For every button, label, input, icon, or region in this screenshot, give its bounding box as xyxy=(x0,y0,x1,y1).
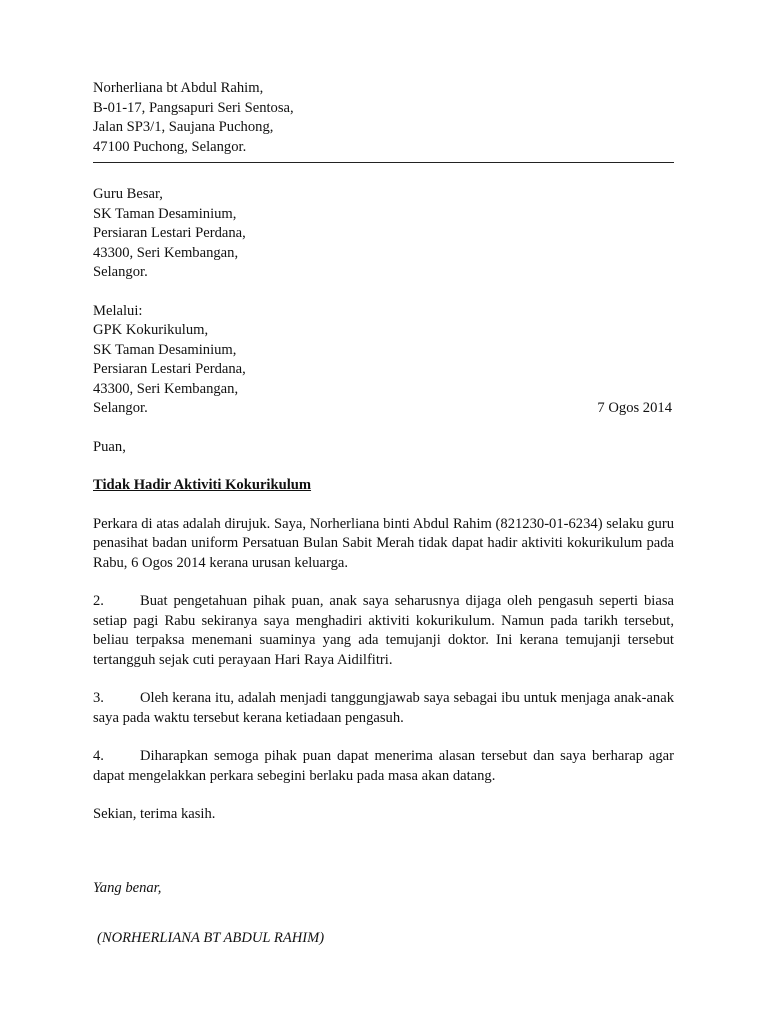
via-line: Selangor. xyxy=(93,400,148,416)
sender-line: 47100 Puchong, Selangor. xyxy=(93,138,247,155)
recipient-line: SK Taman Desaminium, xyxy=(93,205,237,222)
paragraph-text: Buat pengetahuan pihak puan, anak saya seharusnya dijaga oleh pengasuh seperti biasa setiap pagi Rabu sekiranya saya menghadiri aktiviti kokurikulum. Namun pada tarikh tersebut, beliau terpaksa menemani suaminya yang ada temujanji doktor. Ini kerana temujanji tersebut tertangguh sejak cuti perayaan Hari Raya Aidilfitri. xyxy=(93,593,674,668)
recipient-line: 43300, Seri Kembangan, xyxy=(93,244,239,261)
sender-line: Norherliana bt Abdul Rahim, xyxy=(93,80,264,96)
via-label: Melalui: xyxy=(93,302,143,319)
via-line: 43300, Seri Kembangan, xyxy=(93,380,239,397)
paragraph-number: 3. xyxy=(93,690,104,706)
paragraph-2 xyxy=(93,592,674,670)
via-address xyxy=(93,302,674,419)
letter-subject: Tidak Hadir Aktiviti Kokurikulum xyxy=(93,477,312,493)
sender-line: B-01-17, Pangsapuri Seri Sentosa, xyxy=(93,99,294,116)
signature-name: (NORHERLIANA BT ABDUL RAHIM) xyxy=(97,930,325,946)
salutation: Puan, xyxy=(93,438,126,455)
sender-line: Jalan SP3/1, Saujana Puchong, xyxy=(93,119,274,135)
paragraph-text: Diharapkan semoga pihak puan dapat menerima alasan tersebut dan saya berharap agar dapat mengelakkan perkara sebegini berlaku pada masa akan datang. xyxy=(93,748,674,784)
paragraph-text: Perkara di atas adalah dirujuk. Saya, Norherliana binti Abdul Rahim (821230-01-6234) selaku guru penasihat badan uniform Persatuan Bulan Sabit Merah tidak dapat hadir aktiviti kokurikulum pada Rabu, 6 Ogos 2014 kerana urusan keluarga. xyxy=(93,515,674,571)
paragraph-3 xyxy=(93,689,674,728)
via-line: Persiaran Lestari Perdana, xyxy=(93,361,246,377)
letter-date: 7 Ogos 2014 xyxy=(597,400,672,416)
signoff: Yang benar, xyxy=(93,879,162,896)
sender-address xyxy=(93,79,674,157)
paragraph-text: Oleh kerana itu, adalah menjadi tanggungjawab saya sebagai ibu untuk menjaga anak-anak saya pada waktu tersebut kerana ketiadaan pengasuh. xyxy=(93,690,674,726)
recipient-line: Persiaran Lestari Perdana, xyxy=(93,225,246,241)
closing: Sekian, terima kasih. xyxy=(93,806,216,822)
paragraph-number: 4. xyxy=(93,748,104,764)
via-last-row xyxy=(93,399,674,419)
via-line: GPK Kokurikulum, xyxy=(93,322,209,338)
letter-page xyxy=(93,79,674,949)
paragraph-1 xyxy=(93,515,674,574)
recipient-address xyxy=(93,185,674,283)
paragraph-4 xyxy=(93,747,674,786)
paragraph-number: 2. xyxy=(93,593,104,609)
recipient-line: Selangor. xyxy=(93,264,148,280)
via-line: SK Taman Desaminium, xyxy=(93,341,237,358)
recipient-line: Guru Besar, xyxy=(93,186,163,202)
